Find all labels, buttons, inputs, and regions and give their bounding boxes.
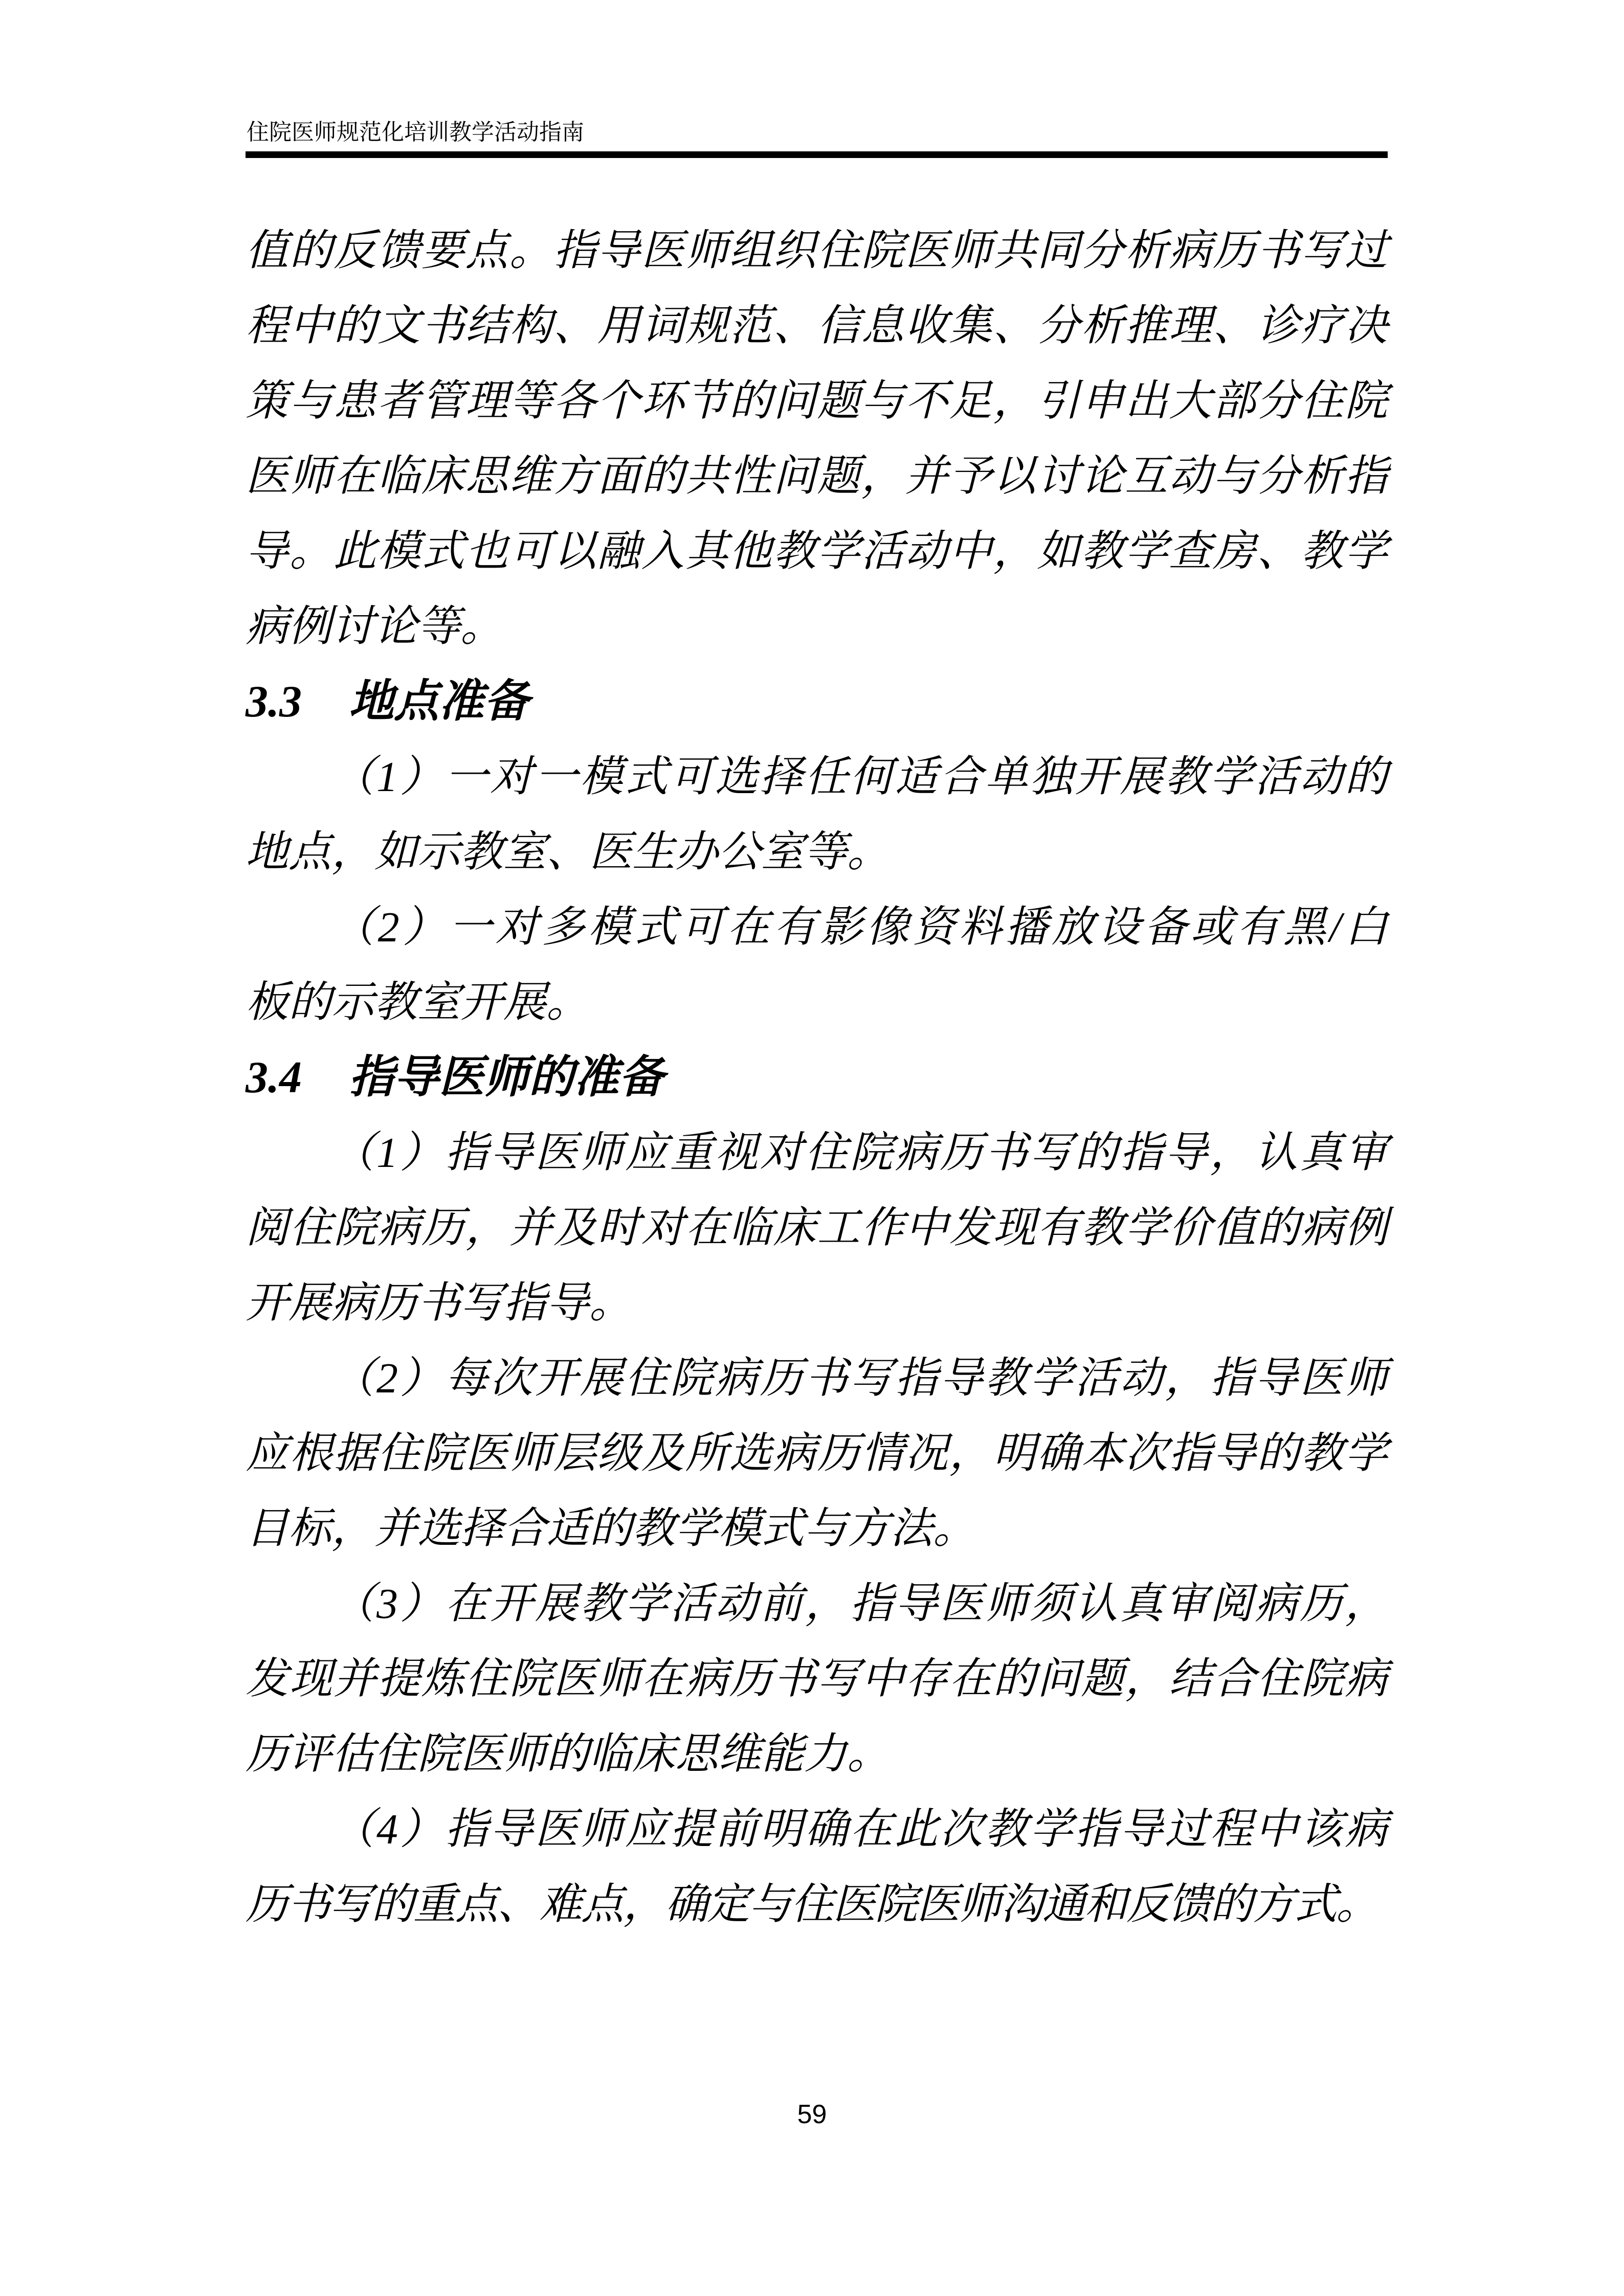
text-line: 历书写的重点、难点，确定与住医院医师沟通和反馈的方式。 — [246, 1881, 1378, 1928]
running-header: 住院医师规范化培训教学活动指南 — [247, 120, 584, 145]
text-line: 板的示教室开展。 — [246, 979, 590, 1026]
section-number: 3.4 — [246, 1053, 302, 1102]
text-line: 值的反馈要点。指导医师组织住院医师共同分析病历书写过 — [246, 227, 1388, 275]
text-line: 目标，并选择合适的教学模式与方法。 — [246, 1505, 976, 1552]
text-line: 历评估住院医师的临床思维能力。 — [246, 1730, 891, 1778]
text-line: 策与患者管理等各个环节的问题与不足，引申出大部分住院 — [246, 377, 1388, 425]
section-number: 3.3 — [246, 677, 302, 727]
text-line: 发现并提炼住院医师在病历书写中存在的问题，结合住院病 — [246, 1655, 1388, 1703]
header-rule — [246, 151, 1388, 158]
text-line: （2）每次开展住院病历书写指导教学活动，指导医师 — [331, 1355, 1388, 1402]
text-line: 病例讨论等。 — [246, 603, 504, 650]
body-text — [246, 213, 1388, 1942]
text-line: （2）一对多模式可在有影像资料播放设备或有黑/白 — [331, 904, 1388, 951]
text-line: 开展病历书写指导。 — [246, 1279, 633, 1327]
section-heading-3-3 — [246, 664, 1388, 739]
text-line: 程中的文书结构、用词规范、信息收集、分析推理、诊疗决 — [246, 302, 1388, 350]
section-title: 指导医师的准备 — [349, 1053, 664, 1102]
section-title: 地点准备 — [349, 677, 529, 727]
text-line: 地点，如示教室、医生办公室等。 — [246, 828, 891, 876]
text-line: （1）一对一模式可选择任何适合单独开展教学活动的 — [331, 753, 1388, 801]
text-line: 导。此模式也可以融入其他教学活动中，如教学查房、教学 — [246, 528, 1388, 575]
text-line: 应根据住院医师层级及所选病历情况，明确本次指导的教学 — [246, 1430, 1388, 1477]
page-number: 59 — [797, 2100, 827, 2129]
section-heading-3-4 — [246, 1040, 1388, 1115]
text-line: （4）指导医师应提前明确在此次教学指导过程中该病 — [331, 1806, 1388, 1853]
text-line: （3）在开展教学活动前，指导医师须认真审阅病历， — [331, 1580, 1388, 1628]
text-line: （1）指导医师应重视对住院病历书写的指导，认真审 — [331, 1129, 1388, 1177]
text-line: 阅住院病历，并及时对在临床工作中发现有教学价值的病例 — [246, 1204, 1388, 1252]
text-line: 医师在临床思维方面的共性问题，并予以讨论互动与分析指 — [246, 453, 1388, 500]
